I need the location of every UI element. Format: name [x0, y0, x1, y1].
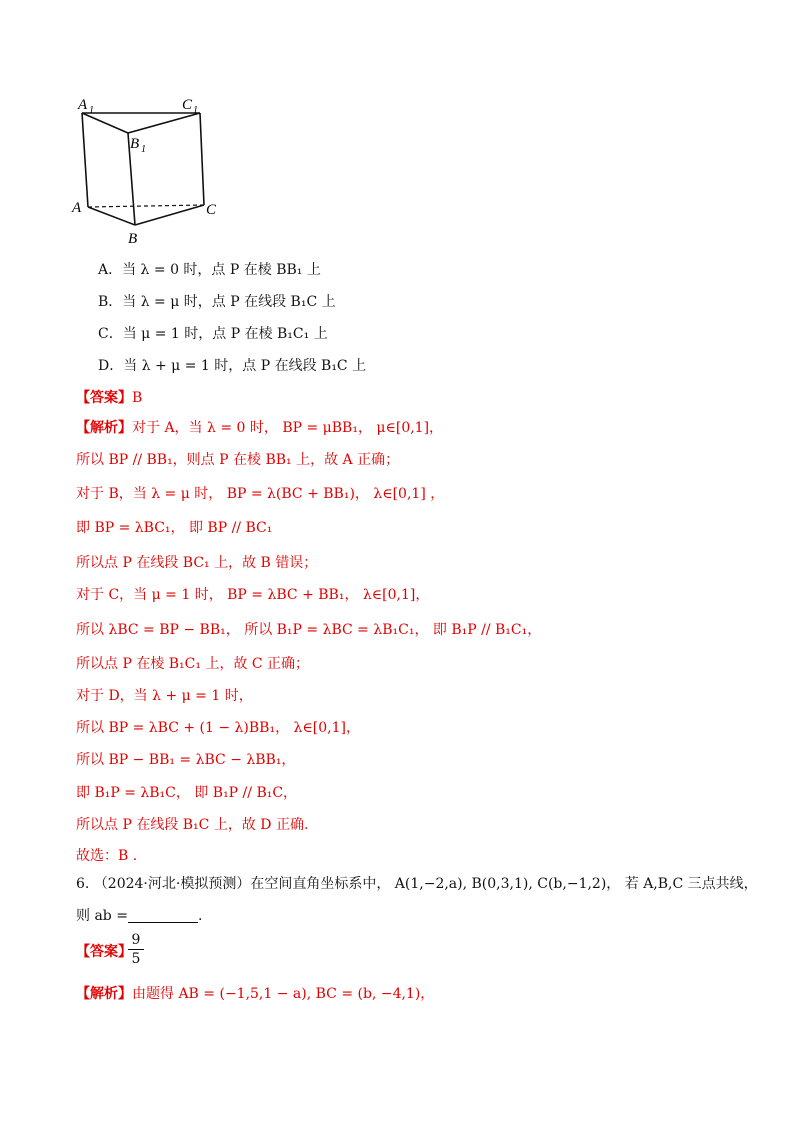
q5-answer: 【答案】B — [76, 390, 143, 406]
q5-analysis-line-4: 即 BP = λBC₁， 即 BP // BC₁ — [76, 520, 273, 536]
q5-analysis-line-10: 所以 BP = λBC + (1 − λ)BB₁， λ∈[0,1]， — [76, 720, 360, 736]
prism-figure — [70, 95, 230, 255]
option-d: D．当 λ + μ = 1 时，点 P 在线段 B₁C 上 — [98, 358, 367, 374]
label-C: C — [206, 202, 217, 218]
q6-answer-fraction: 9 5 — [128, 932, 144, 967]
label-A: A — [72, 200, 82, 216]
svg-text:1: 1 — [193, 105, 198, 116]
q6-stem-line-1: 6. （2024·河北·模拟预测）在空间直角坐标系中， A(1,−2,a), B(0,3,1), C(b,−1,2)， 若 A,B,C 三点共线， — [76, 876, 758, 892]
option-b: B．当 λ = μ 时，点 P 在线段 B₁C 上 — [98, 294, 336, 310]
label-C1: C — [182, 97, 193, 113]
label-A1: A — [78, 97, 88, 113]
answer-blank — [128, 908, 198, 923]
label-B: B — [128, 231, 138, 247]
q5-analysis-line-9: 对于 D，当 λ + μ = 1 时， — [76, 688, 253, 704]
q5-analysis-line-2: 所以 BP // BB₁，则点 P 在棱 BB₁ 上，故 A 正确； — [76, 452, 400, 468]
svg-text:1: 1 — [141, 144, 146, 155]
option-c: C．当 μ = 1 时，点 P 在棱 B₁C₁ 上 — [98, 326, 328, 342]
q5-analysis-line-3: 对于 B，当 λ = μ 时， BP = λ(BC + BB₁)， λ∈[0,1] ， — [76, 486, 445, 502]
q5-analysis-line-14: 故选：B . — [76, 848, 138, 864]
option-a: A．当 λ = 0 时，点 P 在棱 BB₁ 上 — [98, 262, 321, 278]
q5-analysis-line-6: 对于 C，当 μ = 1 时， BP = λBC + BB₁， λ∈[0,1]， — [76, 587, 430, 603]
label-B1: B — [130, 136, 140, 152]
q5-analysis-line-5: 所以点 P 在线段 BC₁ 上，故 B 错误； — [76, 555, 318, 571]
q6-analysis: 【解析】由题得 AB = (−1,5,1 − a), BC = (b, −4,1)， — [76, 986, 435, 1002]
q5-analysis-line-8: 所以点 P 在棱 B₁C₁ 上，故 C 正确； — [76, 656, 310, 672]
q5-analysis-line-11: 所以 BP − BB₁ = λBC − λBB₁， — [76, 752, 296, 768]
q5-analysis-line-1: 【解析】对于 A，当 λ = 0 时， BP = μBB₁， μ∈[0,1]， — [76, 420, 444, 436]
q6-answer: 【答案】 — [76, 944, 132, 960]
q5-analysis-line-7: 所以 λBC = BP − BB₁， 所以 B₁P = λBC = λB₁C₁， 即 B₁P // B₁C₁， — [76, 622, 542, 638]
q5-analysis-line-12: 即 B₁P = λB₁C， 即 B₁P // B₁C， — [76, 785, 298, 801]
q5-analysis-line-13: 所以点 P 在线段 B₁C 上，故 D 正确. — [76, 817, 309, 833]
q6-stem-line-2: 则 ab = . — [76, 908, 203, 924]
svg-text:1: 1 — [89, 105, 94, 116]
